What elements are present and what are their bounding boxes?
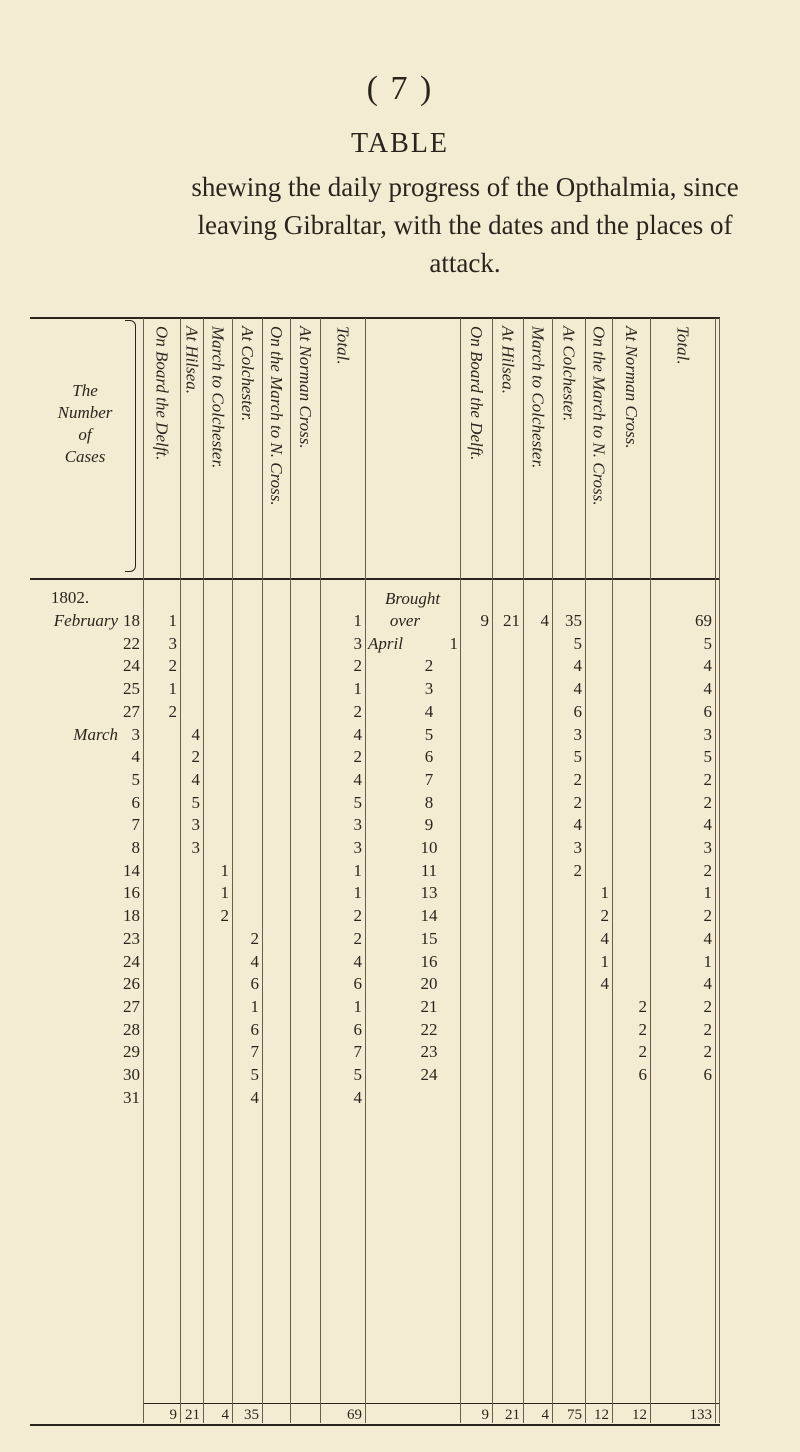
- year-label: 1802.: [50, 588, 90, 607]
- row-header-word: of: [78, 425, 92, 444]
- table-cell: 2: [353, 906, 362, 926]
- total-cell: 35: [244, 1407, 259, 1423]
- column-rule: [492, 318, 493, 1423]
- table-cell: 6: [638, 1065, 647, 1084]
- table-cell: 3: [191, 838, 200, 857]
- table-cell: 1: [600, 951, 609, 971]
- column-rule: [143, 318, 144, 1423]
- day-label: 20: [420, 974, 438, 994]
- total-cell: 9: [169, 1407, 177, 1423]
- table-cell: 5: [353, 1065, 362, 1084]
- brought-over-value: 4: [540, 611, 549, 630]
- total-cell: 75: [567, 1407, 582, 1423]
- table-cell: 3: [703, 724, 712, 744]
- table-cell: 6: [573, 701, 582, 721]
- table-cell: 2: [250, 928, 259, 948]
- column-rule: [262, 318, 263, 1423]
- table-cell: 6: [250, 974, 259, 994]
- brought-over-value: 21: [503, 611, 520, 630]
- day-label: 7: [131, 815, 140, 835]
- column-rule: [460, 318, 461, 1423]
- table-cell: 2: [638, 1042, 647, 1062]
- table-cell: 4: [191, 769, 200, 789]
- table-cell: 2: [703, 1042, 712, 1062]
- table-cell: 3: [353, 815, 362, 835]
- table-cell: 2: [353, 701, 362, 721]
- table-cell: 5: [573, 747, 582, 767]
- brought-over-label: over: [389, 611, 421, 630]
- day-label: 4: [131, 747, 140, 767]
- day-label: 6: [131, 792, 140, 812]
- table-cell: 2: [703, 996, 712, 1016]
- header-rule: [30, 578, 720, 580]
- day-label: 27: [123, 701, 140, 721]
- table-cell: 1: [703, 883, 712, 903]
- table-cell: 4: [250, 951, 259, 971]
- column-header-left: March to Colchester.: [208, 326, 228, 469]
- day-label: 21: [420, 996, 438, 1016]
- day-label: 16: [123, 883, 140, 903]
- table-cell: 2: [220, 906, 229, 926]
- day-label: 30: [123, 1065, 140, 1084]
- column-header-right: Total.: [673, 326, 693, 365]
- column-rule: [612, 318, 613, 1423]
- day-label: 26: [123, 974, 140, 994]
- table-cell: 1: [353, 860, 362, 880]
- total-cell: 133: [689, 1407, 712, 1423]
- table-cell: 3: [573, 724, 582, 744]
- column-header-right: At Colchester.: [559, 326, 579, 422]
- column-rule: [232, 318, 233, 1423]
- month-label: April: [368, 633, 403, 653]
- column-header-right: On Board the Delft.: [467, 326, 486, 461]
- column-header-right: On the March to N. Cross.: [589, 326, 609, 506]
- table-cell: 6: [250, 1019, 259, 1039]
- table-cell: 2: [703, 769, 712, 789]
- table-cell: 2: [600, 906, 609, 926]
- brought-over-value: 69: [695, 611, 712, 630]
- total-rule: [143, 1403, 720, 1404]
- table-cell: 4: [600, 974, 609, 994]
- table-cell: 7: [250, 1042, 259, 1062]
- table-cell: 3: [703, 838, 712, 857]
- table-cell: 4: [573, 815, 582, 835]
- top-rule: [30, 317, 720, 319]
- day-label: 16: [420, 951, 438, 971]
- column-header-right: At Hilsea.: [498, 326, 518, 394]
- day-label: 15: [420, 928, 438, 948]
- day-label: 18: [123, 611, 140, 630]
- table-cell: 5: [250, 1065, 259, 1084]
- table-cell: 2: [573, 769, 582, 789]
- table-cell: 2: [168, 701, 177, 721]
- table-cell: 4: [191, 724, 200, 744]
- table-cell: 3: [573, 838, 582, 857]
- table-cell: 1: [353, 883, 362, 903]
- column-header-left: Total.: [333, 326, 353, 365]
- month-label: February: [53, 611, 118, 630]
- table-cell: 2: [638, 1019, 647, 1039]
- table-cell: 4: [703, 974, 712, 994]
- table-cell: 5: [703, 747, 712, 767]
- day-label: 4: [424, 701, 434, 721]
- table-cell: 4: [703, 679, 712, 699]
- total-cell: 4: [541, 1407, 549, 1423]
- total-cell: 21: [185, 1407, 200, 1423]
- column-rule: [523, 318, 524, 1423]
- column-rule: [719, 318, 720, 1423]
- month-label: March: [73, 724, 118, 744]
- table-cell: 7: [353, 1042, 362, 1062]
- table-cell: 1: [250, 996, 259, 1016]
- table-cell: 1: [600, 883, 609, 903]
- table-cell: 2: [191, 747, 200, 767]
- table-cell: 1: [353, 679, 362, 699]
- column-rule: [585, 318, 586, 1423]
- table-cell: 3: [353, 633, 362, 653]
- table-cell: 4: [600, 928, 609, 948]
- table-cell: 2: [703, 1019, 712, 1039]
- table-heading: TABLE: [351, 128, 449, 159]
- column-header-right: March to Colchester.: [528, 326, 548, 469]
- column-header-left: At Norman Cross.: [296, 326, 315, 449]
- total-cell: 12: [632, 1407, 647, 1423]
- day-label: 29: [123, 1042, 140, 1062]
- day-label: 23: [420, 1042, 438, 1062]
- table-cell: 2: [703, 792, 712, 812]
- row-header-word: The: [72, 381, 98, 400]
- day-label: 8: [131, 838, 140, 857]
- table-cell: 3: [191, 815, 200, 835]
- table-cell: 2: [573, 792, 582, 812]
- table-cell: 2: [353, 928, 362, 948]
- total-cell: 4: [221, 1407, 229, 1423]
- row-header-word: Number: [57, 403, 113, 422]
- table-cell: 5: [353, 792, 362, 812]
- day-label: 31: [123, 1087, 140, 1107]
- day-label: 5: [131, 769, 140, 789]
- table-cell: 6: [353, 1019, 362, 1039]
- day-label: 3: [424, 679, 434, 699]
- table-cell: 1: [353, 611, 362, 630]
- day-label: 1: [449, 633, 458, 653]
- page-number: ( 7 ): [366, 70, 434, 107]
- header-brace: [125, 320, 136, 572]
- day-label: 7: [424, 769, 434, 789]
- day-label: 8: [424, 792, 434, 812]
- day-label: 10: [420, 838, 438, 857]
- day-label: 13: [420, 883, 438, 903]
- table-cell: 6: [703, 701, 712, 721]
- day-label: 24: [123, 951, 140, 971]
- day-label: 27: [123, 996, 140, 1016]
- column-header-left: At Hilsea.: [182, 326, 202, 394]
- day-label: 22: [420, 1019, 438, 1039]
- column-rule: [290, 318, 291, 1423]
- day-label: 2: [424, 656, 434, 676]
- table-cell: 5: [573, 633, 582, 653]
- table-cell: 2: [353, 747, 362, 767]
- table-cell: 4: [703, 928, 712, 948]
- day-label: 28: [123, 1019, 140, 1039]
- table-cell: 1: [220, 883, 229, 903]
- table-subtitle: shewing the daily progress of the Opthalmia, since leaving Gibraltar, with the dates and the places of attack.: [191, 172, 739, 278]
- table-cell: 5: [191, 792, 200, 812]
- table-cell: 4: [353, 724, 362, 744]
- day-label: 3: [131, 724, 140, 744]
- total-cell: 12: [594, 1407, 609, 1423]
- total-cell: 9: [481, 1407, 489, 1423]
- table-cell: 2: [573, 860, 582, 880]
- day-label: 6: [424, 747, 434, 767]
- table-cell: 6: [353, 974, 362, 994]
- day-label: 14: [123, 860, 140, 880]
- table-cell: 6: [703, 1065, 712, 1084]
- day-label: 24: [420, 1065, 438, 1084]
- table-cell: 4: [573, 656, 582, 676]
- column-header-left: At Colchester.: [238, 326, 257, 422]
- table-cell: 1: [353, 996, 362, 1016]
- table-cell: 1: [220, 860, 229, 880]
- row-header-word: Cases: [64, 447, 106, 466]
- column-rule: [365, 318, 366, 1423]
- table-cell: 4: [703, 815, 712, 835]
- day-label: 25: [123, 679, 140, 699]
- brought-over-value: 9: [480, 611, 489, 630]
- table-cell: 3: [353, 838, 362, 857]
- table-cell: 2: [638, 996, 647, 1016]
- day-label: 18: [123, 906, 140, 926]
- day-label: 5: [424, 724, 434, 744]
- table-cell: 2: [703, 906, 712, 926]
- day-label: 11: [420, 860, 438, 880]
- column-rule: [715, 318, 716, 1423]
- table-cell: 4: [250, 1087, 259, 1107]
- total-cell: 21: [505, 1407, 520, 1423]
- table-cell: 4: [573, 679, 582, 699]
- table-cell: 1: [168, 679, 177, 699]
- table-cell: 4: [353, 769, 362, 789]
- table-cell: 4: [703, 656, 712, 676]
- total-cell: 69: [347, 1407, 362, 1423]
- day-label: 9: [424, 815, 434, 835]
- column-header-left: On Board the Delft.: [152, 326, 172, 461]
- row-header-label: [40, 380, 130, 468]
- column-header-left: On the March to N. Cross.: [267, 326, 286, 506]
- table-cell: 1: [703, 951, 712, 971]
- table-cell: 3: [168, 633, 177, 653]
- day-label: 23: [123, 928, 140, 948]
- brought-over-label: Brought: [384, 589, 441, 608]
- table-cell: 4: [353, 1087, 362, 1107]
- day-label: 14: [420, 906, 438, 926]
- table-cell: 1: [168, 611, 177, 630]
- table-cell: 2: [703, 860, 712, 880]
- table-cell: 2: [353, 656, 362, 676]
- table-cell: 2: [168, 656, 177, 676]
- table-cell: 4: [353, 951, 362, 971]
- table-cell: 5: [703, 633, 712, 653]
- day-label: 22: [123, 633, 140, 653]
- brought-over-value: 35: [565, 611, 582, 630]
- column-header-right: At Norman Cross.: [622, 326, 641, 449]
- day-label: 24: [123, 656, 140, 676]
